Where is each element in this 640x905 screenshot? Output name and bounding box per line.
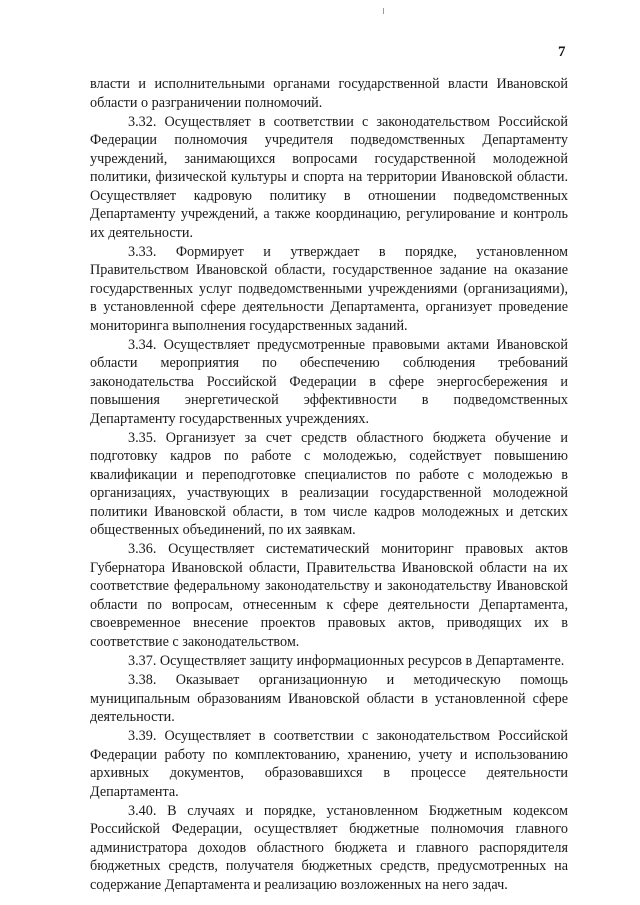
paragraph-continuation: власти и исполнительными органами государственной власти Ивановской области о разграничении полномочий. — [90, 76, 568, 111]
paragraph-3-39: 3.39. Осуществляет в соответствии с законодательством Российской Федерации работу по комплектованию, хранению, учету и использованию архивных документов, образовавшихся в процессе деятельности Департамента. — [90, 728, 568, 800]
paragraph-3-38: 3.38. Оказывает организационную и методическую помощь муниципальным образованиям Ивановской области в установленной сфере деятельности. — [90, 672, 568, 726]
document-body — [90, 75, 568, 895]
paragraph-3-35: 3.35. Организует за счет средств областного бюджета обучение и подготовку кадров по работе с молодежью, содействует повышению квалификации и переподготовке специалистов по работе с молодежью в организациях, участвующих в реализации государственной молодежной политики Ивановской области, в том числе кадров молодежных и детских общественных объединений, по их заявкам. — [90, 429, 568, 539]
paragraph-3-37: 3.37. Осуществляет защиту информационных ресурсов в Департаменте. — [128, 653, 565, 670]
paragraph-3-36: 3.36. Осуществляет систематический мониторинг правовых актов Губернатора Ивановской области, Правительства Ивановской области на их соответствие федеральному законодательству и законодательству Ивановской области по вопросам, отнесенным к сфере деятельности Департамента, своевременное внесение проектов правовых актов, приводящих их в соответствие с законодательством. — [90, 541, 568, 650]
paragraph-3-40: 3.40. В случаях и порядке, установленном Бюджетным кодексом Российской Федерации, осуществляет бюджетные полномочия главного администратора доходов областного бюджета и главного распорядителя бюджетных средств, получателя бюджетных средств, предусмотренных на содержание Департамента и реализацию возложенных на него задач. — [90, 802, 568, 893]
paragraph-3-34: 3.34. Осуществляет предусмотренные правовыми актами Ивановской области мероприятия по обеспечению соблюдения требований законодательства Российской Федерации в сфере энергосбережения и повышения энергетической эффективности в подведомственных Департаменту государственных учреждениях. — [90, 336, 568, 427]
scan-mark — [383, 8, 384, 14]
paragraph-3-33: 3.33. Формирует и утверждает в порядке, установленном Правительством Ивановской области, государственное задание на оказание государственных услуг подведомственными учреждениями (организациями), в установленной сфере деятельности Департамента, организует проведение мониторинга выполнения государственных заданий. — [90, 243, 568, 334]
paragraph-3-32: 3.32. Осуществляет в соответствии с законодательством Российской Федерации полномочия учредителя подведомственных Департаменту учреждений, занимающихся вопросами государственной молодежной политики, физической культуры и спорта на территории Ивановской области. Осуществляет кадровую политику в отношении подведомственных Департаменту учреждений, а также координацию, регулирование и контроль их деятельности. — [90, 113, 568, 241]
page-number: 7 — [558, 44, 566, 60]
